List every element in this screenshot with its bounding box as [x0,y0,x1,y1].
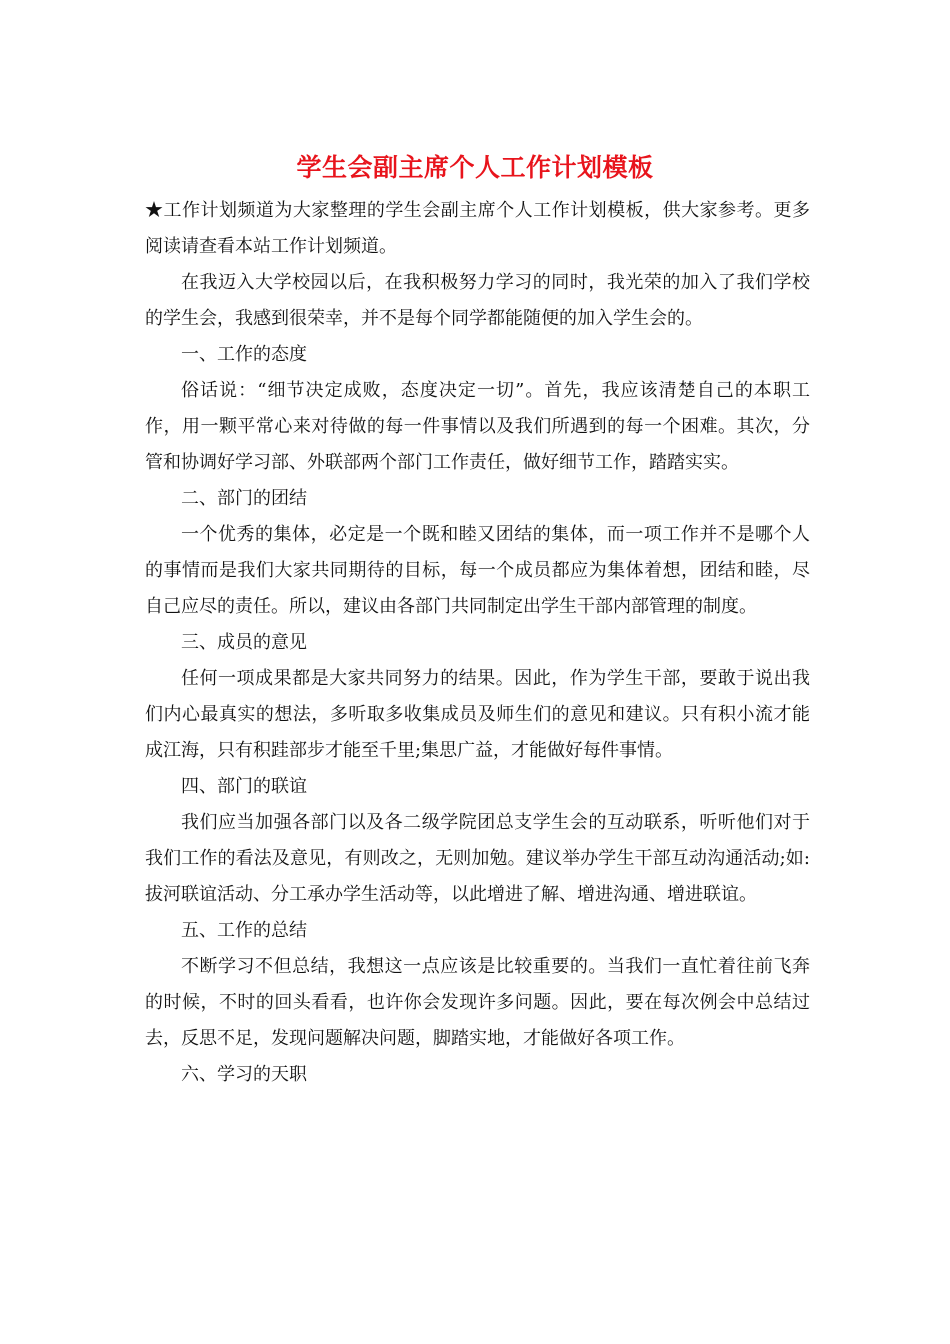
paragraph: 在我迈入大学校园以后，在我积极努力学习的同时，我光荣的加入了我们学校的学生会，我感到很荣幸，并不是每个同学都能随便的加入学生会的。 [145,272,810,329]
section-heading: 一、工作的态度 [181,344,307,365]
paragraph: 俗话说：“细节决定成败，态度决定一切”。首先，我应该清楚自己的本职工作，用一颗平常心来对待做的每一件事情以及我们所遇到的每一个困难。其次，分管和协调好学习部、外联部两个部门工作责任，做好细节工作，踏踏实实。 [145,380,810,473]
section-heading: 三、成员的意见 [181,632,307,653]
paragraph: 不断学习不但总结，我想这一点应该是比较重要的。当我们一直忙着往前飞奔的时候，不时的回头看看，也许你会发现许多问题。因此，要在每次例会中总结过去，反思不足，发现问题解决问题，脚踏实地，才能做好各项工作。 [145,956,810,1049]
paragraph: 我们应当加强各部门以及各二级学院团总支学生会的互动联系，听听他们对于我们工作的看法及意见，有则改之，无则加勉。建议举办学生干部互动沟通活动;如:拔河联谊活动、分工承办学生活动等，以此增进了解、增进沟通、增进联谊。 [145,812,810,905]
section-heading: 二、部门的团结 [181,488,307,509]
section-heading: 六、学习的天职 [181,1064,307,1085]
paragraph: 任何一项成果都是大家共同努力的结果。因此，作为学生干部，要敢于说出我们内心最真实的想法，多听取多收集成员及师生们的意见和建议。只有积小流才能成江海，只有积跬部步才能至千里;集思广益，才能做好每件事情。 [145,668,810,761]
section-heading: 四、部门的联谊 [181,776,307,797]
document-body [145,193,810,1093]
document-title: 学生会副主席个人工作计划模板 [296,153,654,182]
paragraph: ★工作计划频道为大家整理的学生会副主席个人工作计划模板，供大家参考。更多阅读请查看本站工作计划频道。 [145,200,810,257]
paragraph: 一个优秀的集体，必定是一个既和睦又团结的集体，而一项工作并不是哪个人的事情而是我们大家共同期待的目标，每一个成员都应为集体着想，团结和睦，尽自己应尽的责任。所以，建议由各部门共同制定出学生干部内部管理的制度。 [145,524,810,617]
section-heading: 五、工作的总结 [181,920,307,941]
